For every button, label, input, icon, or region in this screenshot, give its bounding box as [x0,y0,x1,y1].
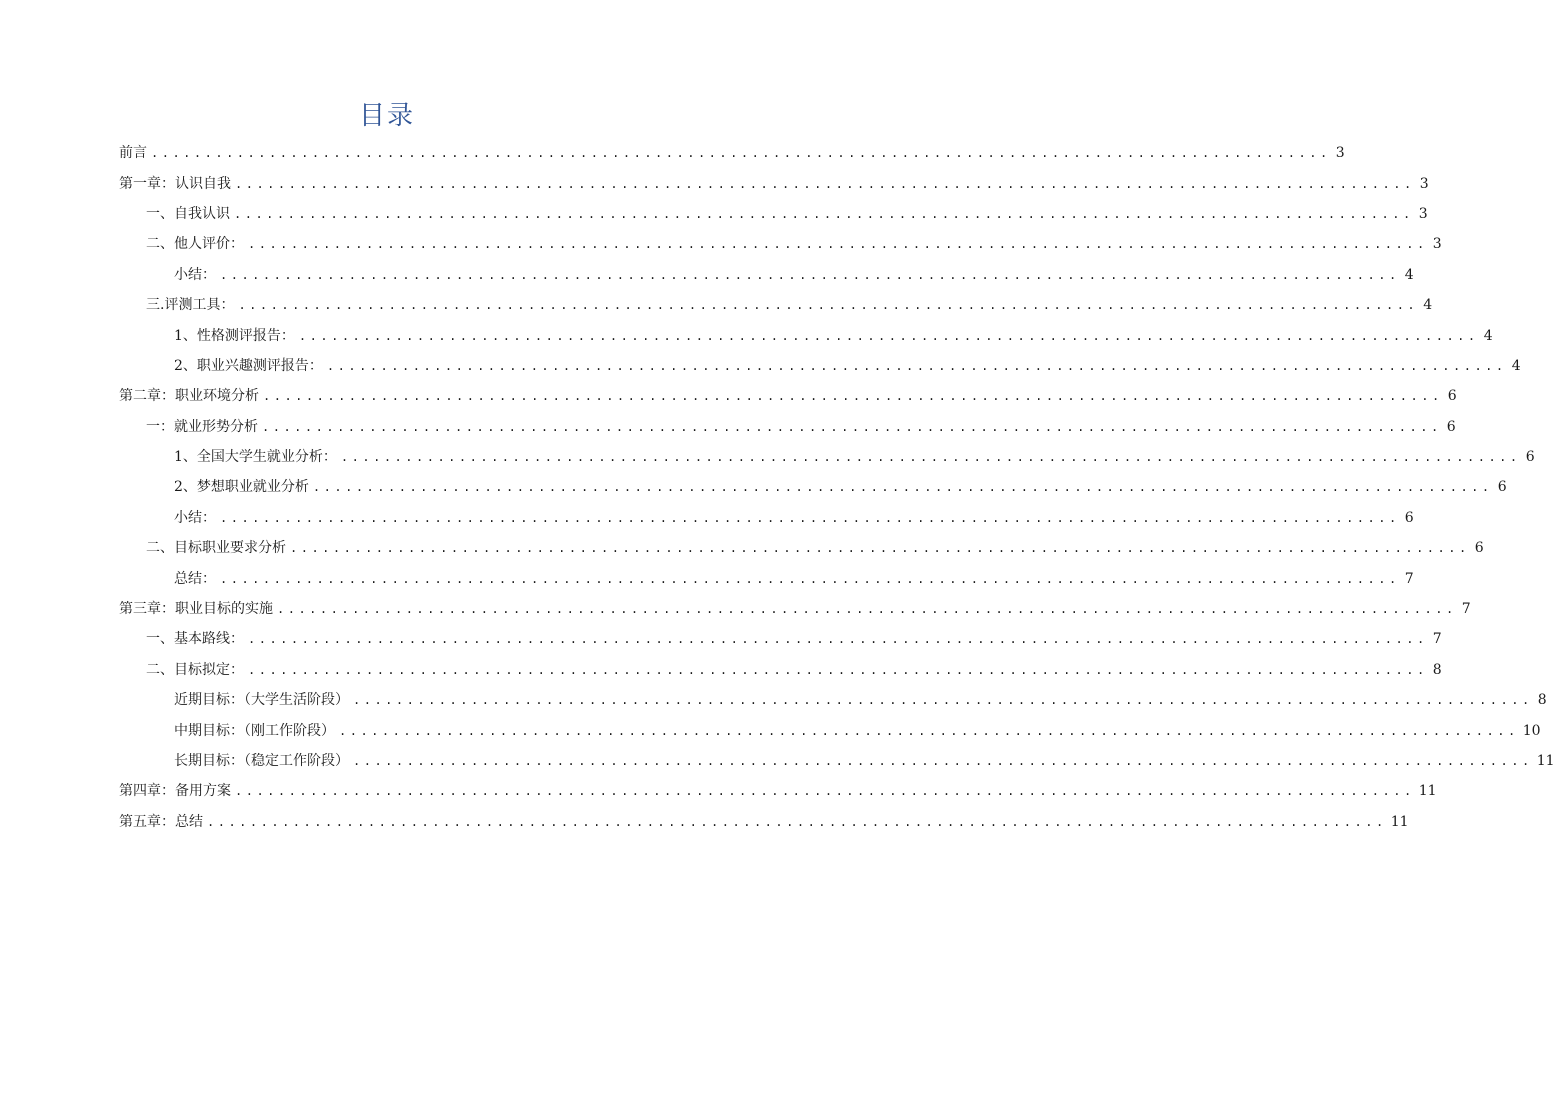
toc-entry-page-number: 6 [1446,418,1456,435]
dot-leader: .............................................................................................................. [248,237,1428,252]
toc-entry-label: 第三章：职业目标的实施 [119,601,273,618]
dot-leader: .............................................................................................................. [277,602,1457,617]
dot-leader: .............................................................................................................. [290,541,1470,556]
dot-leader: .............................................................................................................. [262,419,1442,434]
toc-entry[interactable] [119,503,1414,533]
toc-entry-label: 总结： [174,570,216,587]
toc-entry-label: 1、性格测评报告： [174,327,295,344]
toc-entry-page-number: 11 [1536,753,1555,769]
toc-entry-page-number: 6 [1497,479,1507,496]
toc-entry-label: 二、目标拟定： [146,661,244,678]
toc-entry[interactable] [119,563,1414,593]
dot-leader: .............................................................................................................. [235,784,1415,799]
toc-entry[interactable] [119,807,1409,837]
dot-leader: .............................................................................................................. [207,814,1387,829]
toc-entry[interactable] [119,776,1437,806]
toc-entry[interactable] [119,138,1345,168]
toc-entry-page-number: 11 [1390,813,1409,830]
dot-leader: .............................................................................................................. [353,693,1533,708]
toc-entry-label: 一：就业形势分析 [146,418,258,435]
dot-leader: .............................................................................................................. [248,632,1428,647]
dot-leader: .............................................................................................................. [312,480,1493,495]
toc-entry-label: 1、全国大学生就业分析： [174,449,337,466]
toc-entry-page-number: 4 [1423,297,1433,314]
toc-entry[interactable] [119,624,1442,654]
toc-entry-label: 第五章：总结 [119,813,203,830]
toc-entry[interactable] [119,655,1442,685]
dot-leader: .............................................................................................................. [220,267,1400,282]
toc-entry-page-number: 4 [1511,357,1521,374]
toc-entry[interactable] [119,351,1521,381]
toc-title: 目录 [358,101,415,131]
toc-entry-page-number: 3 [1335,145,1345,162]
toc-entry-label: 第四章：备用方案 [119,783,231,800]
toc-entry-page-number: 7 [1432,631,1442,648]
dot-leader: .............................................................................................................. [353,754,1533,768]
toc-entry-page-number: 3 [1418,205,1428,222]
toc-entry-page-number: 6 [1474,540,1484,557]
toc-entry-label: 前言 [119,145,147,162]
toc-entry[interactable] [119,229,1442,259]
toc-entry[interactable] [119,746,1555,776]
toc-entry-page-number: 8 [1537,692,1547,709]
toc-entry-label: 第一章：认识自我 [119,175,231,192]
dot-leader: .............................................................................................................. [151,146,1331,161]
dot-leader: .............................................................................................................. [235,176,1415,191]
toc-entry-page-number: 6 [1404,509,1414,526]
toc-entry-page-number: 3 [1419,175,1429,192]
dot-leader: .............................................................................................................. [263,389,1443,404]
toc-entry-page-number: 8 [1432,661,1442,678]
toc-entry[interactable] [119,412,1456,442]
toc-entry-label: 一、基本路线： [146,631,244,648]
toc-entry-label: 三.评测工具： [146,297,235,314]
toc-entry[interactable] [119,715,1541,745]
toc-entry[interactable] [119,533,1484,563]
toc-entry-page-number: 6 [1525,449,1535,466]
toc-entry-label: 第二章：职业环境分析 [119,388,259,405]
toc-entry[interactable] [119,472,1507,502]
dot-leader: .............................................................................................................. [220,571,1400,586]
dot-leader: .............................................................................................................. [248,662,1428,677]
toc-entry[interactable] [119,290,1433,320]
dot-leader: .............................................................................................................. [298,328,1479,343]
toc-entry[interactable] [119,260,1414,290]
toc-entry-label: 二、他人评价： [146,236,244,253]
dot-leader: .............................................................................................................. [340,450,1521,465]
toc-entry-label: 小结： [174,509,216,526]
toc-entry-page-number: 4 [1483,327,1493,344]
toc-entry-page-number: 6 [1447,388,1457,405]
dot-leader: .............................................................................................................. [238,298,1419,313]
toc-entry-label: 一、自我认识 [146,205,230,222]
toc-entry[interactable] [119,685,1547,715]
dot-leader: .............................................................................................................. [220,510,1400,525]
toc-entry[interactable] [119,168,1429,198]
toc-entry-page-number: 4 [1404,266,1414,283]
toc-list [119,138,1555,837]
toc-entry[interactable] [119,381,1457,411]
dot-leader: .............................................................................................................. [326,358,1507,373]
toc-entry[interactable] [119,320,1493,350]
toc-entry-label: 长期目标：（稳定工作阶段） [174,753,349,769]
toc-entry[interactable] [119,442,1535,472]
toc-entry[interactable] [119,199,1428,229]
toc-entry-page-number: 11 [1418,783,1437,800]
toc-entry-label: 小结： [174,266,216,283]
toc-entry-page-number: 3 [1432,236,1442,253]
toc-entry-page-number: 10 [1522,722,1541,739]
toc-entry-label: 二、目标职业要求分析 [146,540,286,557]
toc-entry-page-number: 7 [1461,601,1471,618]
dot-leader: .............................................................................................................. [339,723,1519,738]
toc-entry-label: 中期目标：（刚工作阶段） [174,722,335,739]
dot-leader: .............................................................................................................. [234,206,1414,221]
toc-entry-label: 2、职业兴趣测评报告： [174,357,323,374]
toc-entry-page-number: 7 [1404,570,1414,587]
toc-entry-label: 2、梦想职业就业分析 [174,479,309,496]
toc-entry-label: 近期目标：（大学生活阶段） [174,692,349,709]
toc-entry[interactable] [119,594,1471,624]
